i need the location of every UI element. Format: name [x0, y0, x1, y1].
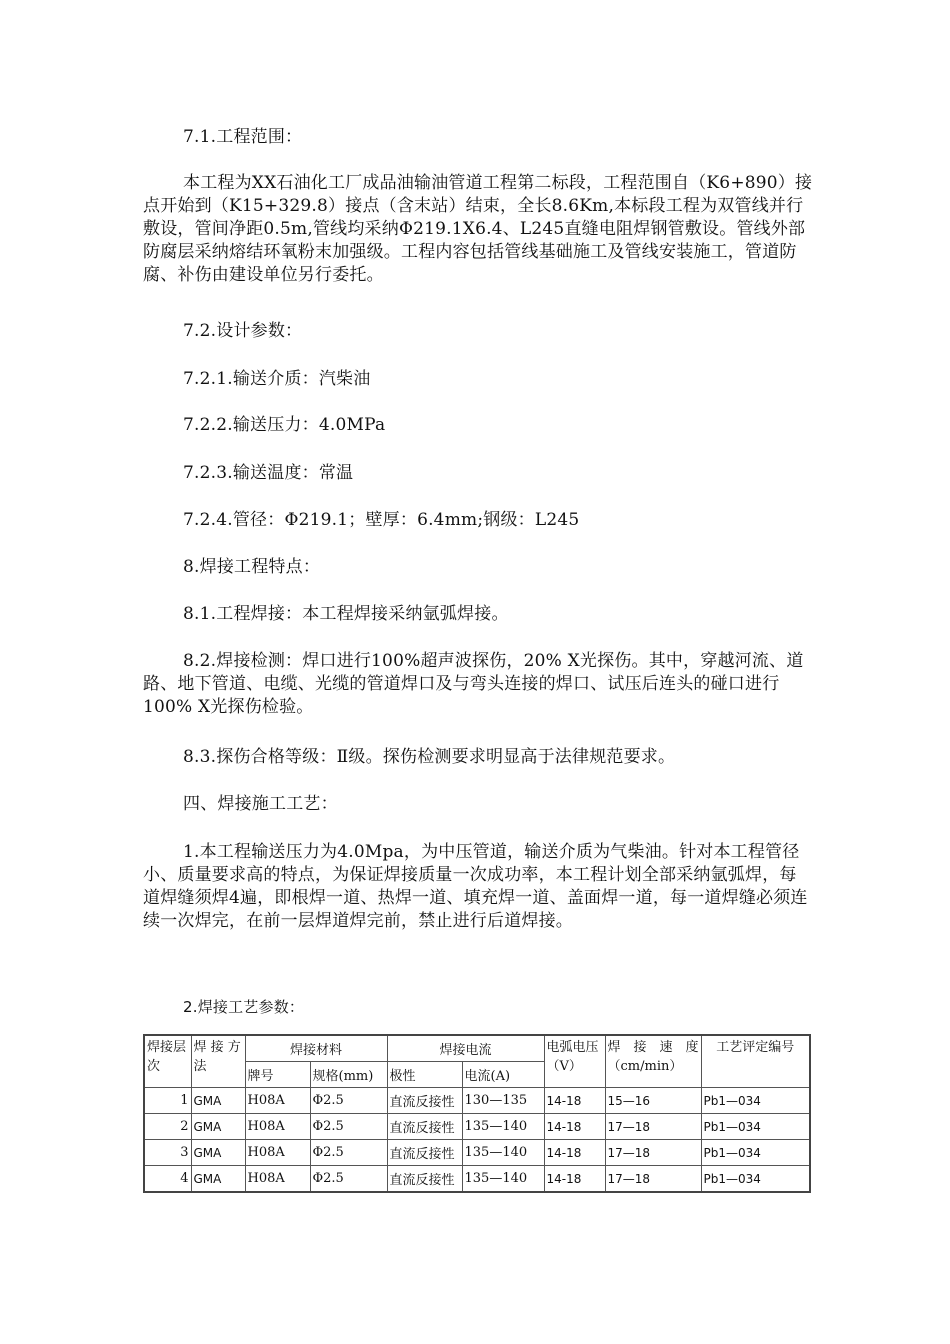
section-4-2: 2.焊接工艺参数：	[183, 998, 305, 1016]
cell-speed: 17—18	[605, 1140, 701, 1166]
section-7-2-title: 7.2.设计参数：	[183, 321, 303, 341]
cell-polarity: 直流反接性	[387, 1088, 462, 1114]
cell-brand: H08A	[245, 1114, 310, 1140]
cell-amps: 135—140	[462, 1114, 544, 1140]
header-speed: 焊 接 速 度（cm/min）	[605, 1035, 701, 1088]
cell-amps: 135—140	[462, 1166, 544, 1193]
cell-polarity: 直流反接性	[387, 1140, 462, 1166]
param-pressure: 7.2.2.输送压力：4.0MPa	[183, 415, 386, 435]
cell-speed: 17—18	[605, 1166, 701, 1193]
header-current: 焊接电流	[387, 1035, 544, 1062]
cell-polarity: 直流反接性	[387, 1114, 462, 1140]
header-layer: 焊接层次	[144, 1035, 191, 1088]
cell-spec: Φ2.5	[310, 1114, 387, 1140]
cell-spec: Φ2.5	[310, 1140, 387, 1166]
cell-spec: Φ2.5	[310, 1088, 387, 1114]
section-8-3: 8.3.探伤合格等级：Ⅱ级。探伤检测要求明显高于法律规范要求。	[183, 747, 676, 767]
cell-spec: Φ2.5	[310, 1166, 387, 1193]
header-spec: 规格(mm)	[310, 1062, 387, 1088]
cell-pqr: Pb1—034	[701, 1140, 810, 1166]
cell-layer: 4	[144, 1166, 191, 1193]
welding-parameters-table	[143, 1034, 811, 1193]
cell-polarity: 直流反接性	[387, 1166, 462, 1193]
header-method: 焊 接 方法	[191, 1035, 245, 1088]
cell-brand: H08A	[245, 1140, 310, 1166]
table-header-row	[144, 1035, 810, 1062]
section-4-title: 四、焊接施工工艺：	[183, 794, 338, 814]
cell-method: GMA	[191, 1114, 245, 1140]
cell-method: GMA	[191, 1166, 245, 1193]
section-8-2: 8.2.焊接检测：焊口进行100%超声波探伤，20% X光探伤。其中，穿越河流、道路、地下管道、电缆、光缆的管道焊口及与弯头连接的焊口、试压后连头的碰口进行100% X光探伤检验。	[143, 651, 804, 717]
cell-pqr: Pb1—034	[701, 1114, 810, 1140]
cell-layer: 3	[144, 1140, 191, 1166]
header-amps: 电流(A)	[462, 1062, 544, 1088]
cell-voltage: 14-18	[544, 1114, 605, 1140]
cell-brand: H08A	[245, 1088, 310, 1114]
param-temperature: 7.2.3.输送温度：常温	[183, 463, 354, 483]
cell-voltage: 14-18	[544, 1140, 605, 1166]
header-pqr: 工艺评定编号	[701, 1035, 810, 1088]
section-7-1-title: 7.1.工程范围：	[183, 127, 303, 147]
cell-layer: 2	[144, 1114, 191, 1140]
cell-method: GMA	[191, 1088, 245, 1114]
header-polarity: 极性	[387, 1062, 462, 1088]
param-pipe: 7.2.4.管径：Φ219.1；壁厚：6.4mm;钢级：L245	[183, 510, 580, 530]
cell-pqr: Pb1—034	[701, 1088, 810, 1114]
cell-voltage: 14-18	[544, 1088, 605, 1114]
table-row	[144, 1166, 810, 1193]
header-material: 焊接材料	[245, 1035, 387, 1062]
section-8-title: 8.焊接工程特点：	[183, 557, 321, 577]
header-brand: 牌号	[245, 1062, 310, 1088]
cell-method: GMA	[191, 1140, 245, 1166]
section-7-1-body: 本工程为XX石油化工厂成品油输油管道工程第二标段，工程范围自（K6+890）接点开始到（K15+329.8）接点（含末站）结束，全长8.6Km,本标段工程为双管线并行敷设，管间净距0.5m,管线均采纳Φ219.1X6.4、L245直缝电阻焊钢管敷设。管线外部防腐层采纳熔结环氧粉末加强级。工程内容包括管线基础施工及管线安装施工，管道防腐、补伤由建设单位另行委托。	[143, 173, 813, 285]
cell-amps: 130—135	[462, 1088, 544, 1114]
param-medium: 7.2.1.输送介质：汽柴油	[183, 369, 371, 389]
table-row	[144, 1114, 810, 1140]
cell-pqr: Pb1—034	[701, 1166, 810, 1193]
cell-layer: 1	[144, 1088, 191, 1114]
cell-speed: 17—18	[605, 1114, 701, 1140]
table-row	[144, 1140, 810, 1166]
table-row	[144, 1088, 810, 1114]
cell-voltage: 14-18	[544, 1166, 605, 1193]
cell-amps: 135—140	[462, 1140, 544, 1166]
section-4-1: 1.本工程输送压力为4.0Mpa，为中压管道，输送介质为气柴油。针对本工程管径小、质量要求高的特点，为保证焊接质量一次成功率，本工程计划全部采纳氩弧焊，每道焊缝须焊4遍，即根焊一道、热焊一道、填充焊一道、盖面焊一道，每一道焊缝必须连续一次焊完，在前一层焊道焊完前，禁止进行后道焊接。	[143, 842, 808, 931]
cell-brand: H08A	[245, 1166, 310, 1193]
cell-speed: 15—16	[605, 1088, 701, 1114]
section-8-1: 8.1.工程焊接：本工程焊接采纳氩弧焊接。	[183, 604, 509, 624]
header-voltage: 电弧电压（V）	[544, 1035, 605, 1088]
